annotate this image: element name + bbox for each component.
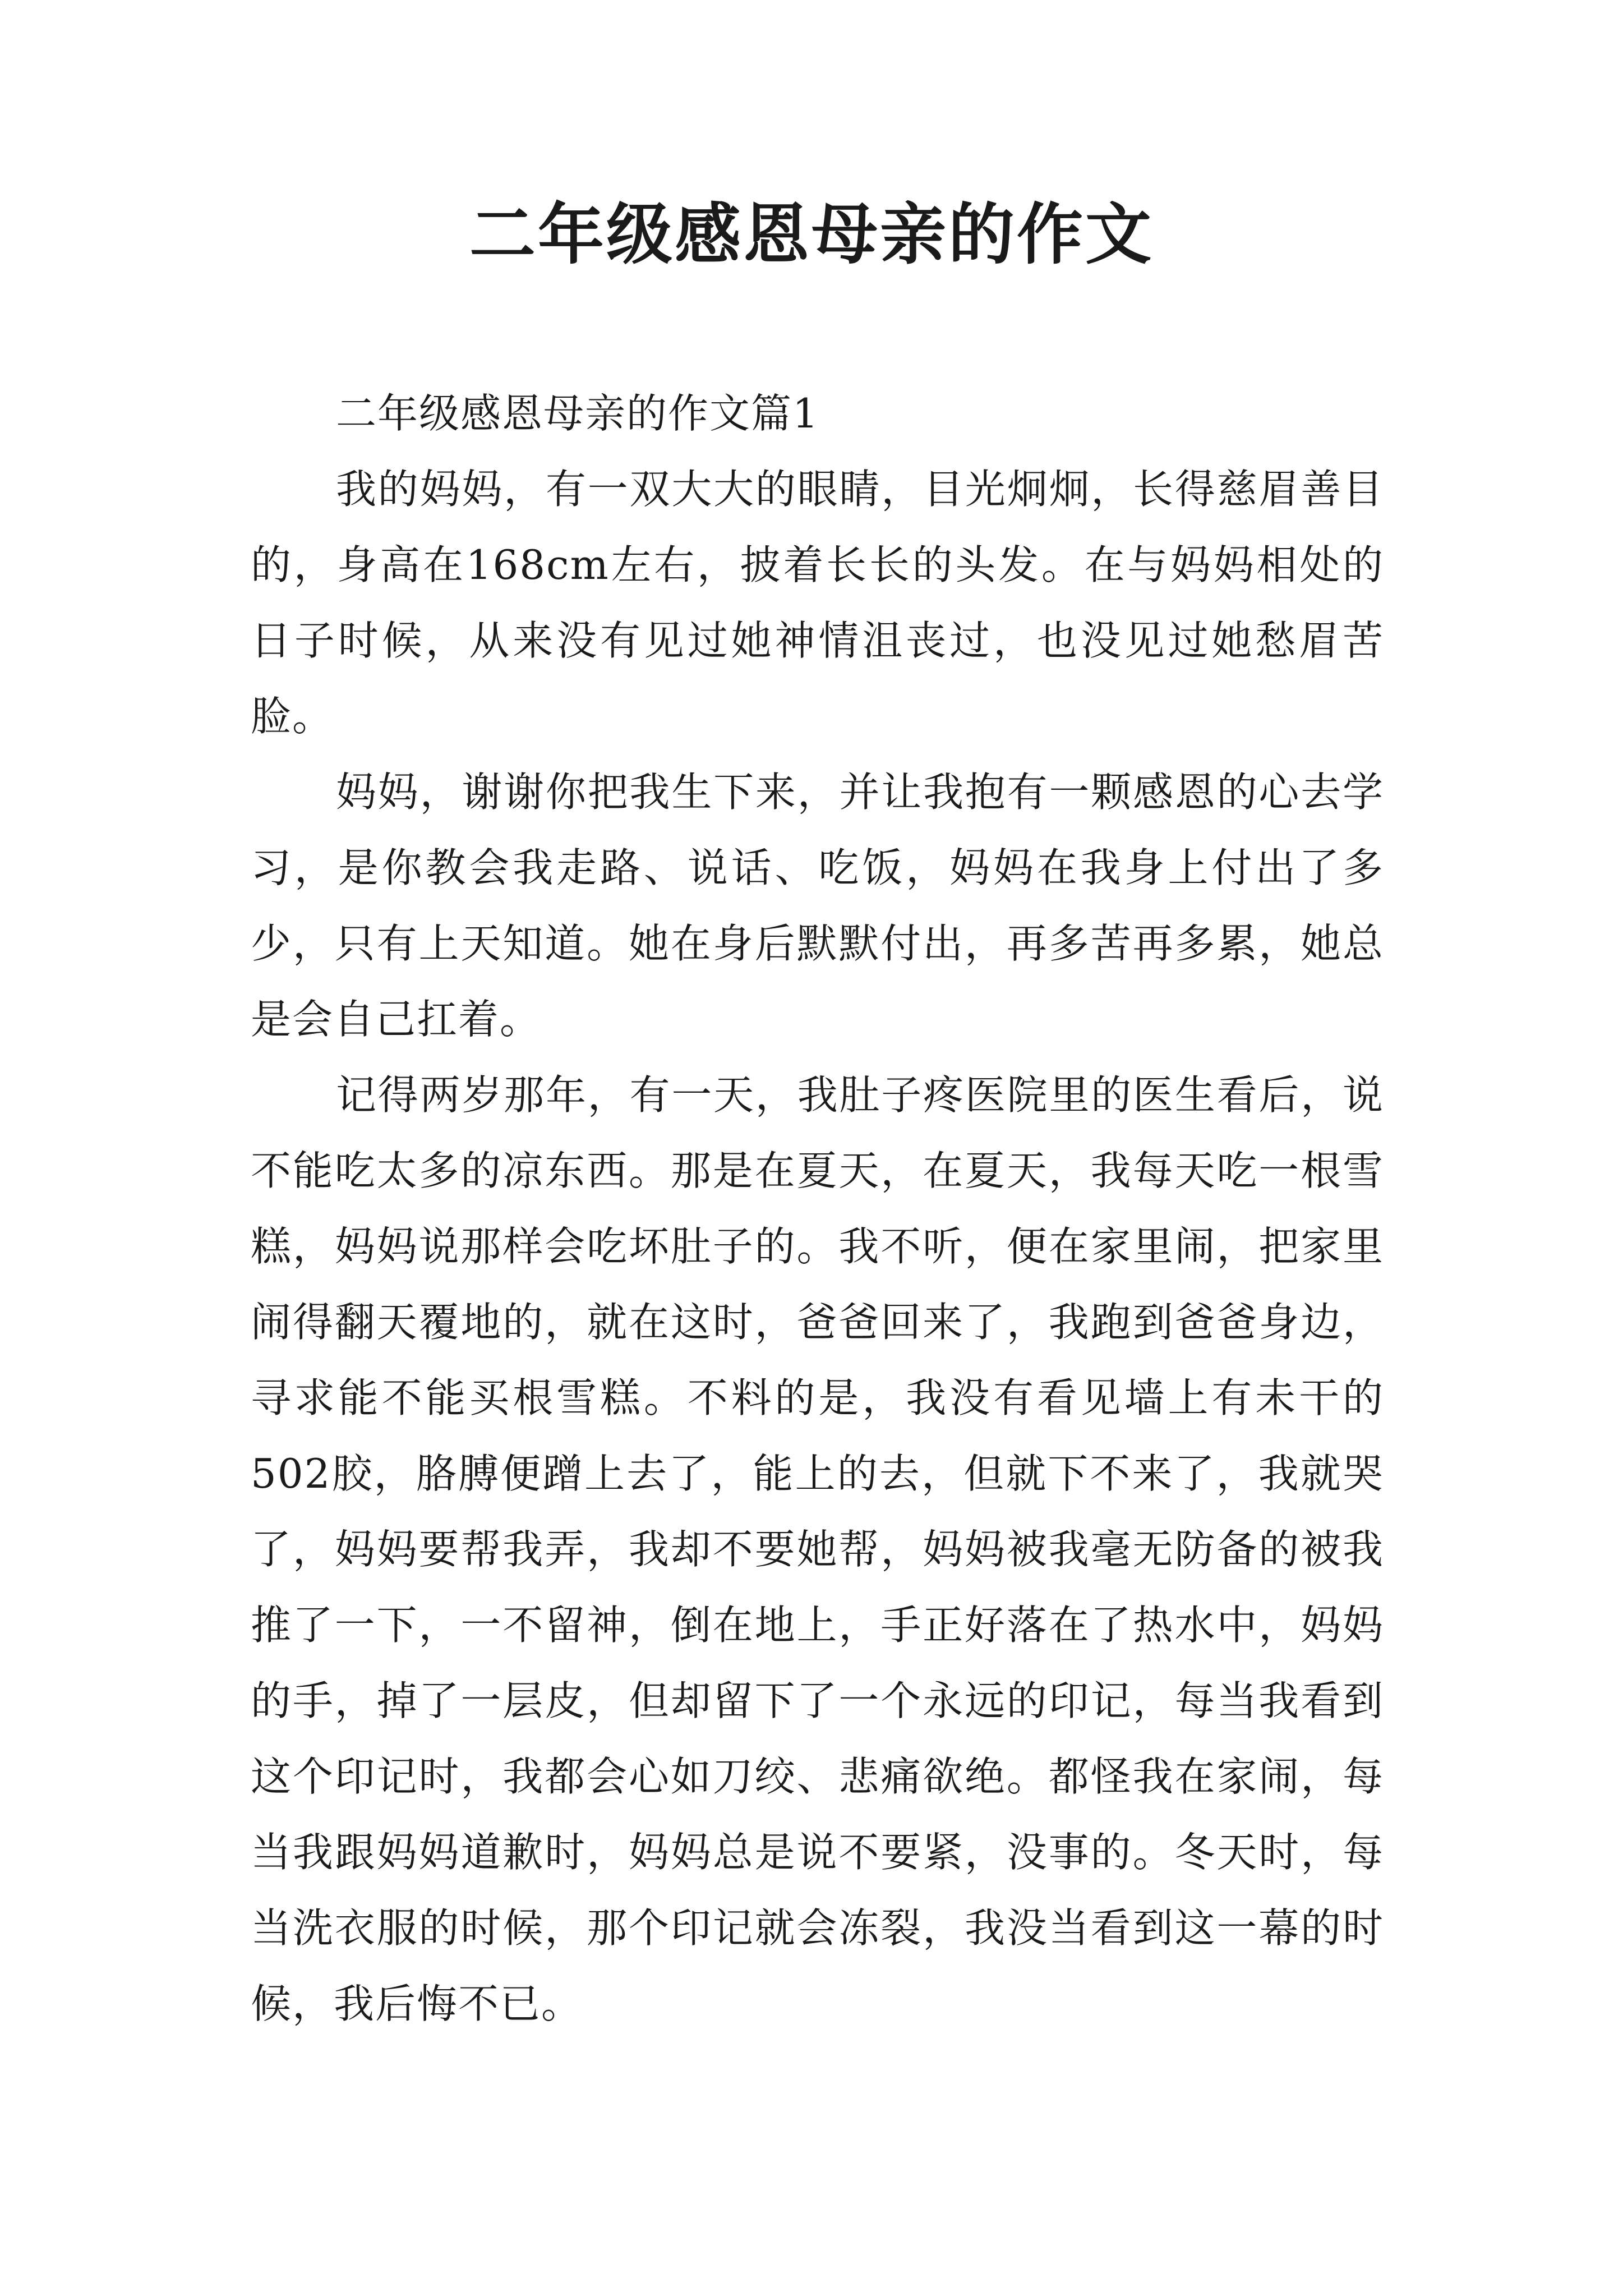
document-title: 二年级感恩母亲的作文	[469, 195, 1154, 273]
paragraph-3: 记得两岁那年，有一天，我肚子疼医院里的医生看后，说不能吃太多的凉东西。那是在夏天，在夏天，我每天吃一根雪糕，妈妈说那样会吃坏肚子的。我不听，便在家里闹，把家里闹得翻天覆地的，就在这时，爸爸回来了，我跑到爸爸身边，寻求能不能买根雪糕。不料的是，我没有看见墙上有未干的502胶，胳膊便蹭上去了，能上的去，但就下不来了，我就哭了，妈妈要帮我弄，我却不要她帮，妈妈被我毫无防备的被我推了一下，一不留神，倒在地上，手正好落在了热水中，妈妈的手，掉了一层皮，但却留下了一个永远的印记，每当我看到这个印记时，我都会心如刀绞、悲痛欲绝。都怪我在家闹，每当我跟妈妈道歉时，妈妈总是说不要紧，没事的。冬天时，每当洗衣服的时候，那个印记就会冻裂，我没当看到这一幕的时候，我后悔不已。	[251, 1071, 1384, 2027]
paragraph-1: 我的妈妈，有一双大大的眼睛，目光炯炯，长得慈眉善目的，身高在168cm左右，披着长长的头发。在与妈妈相处的日子时候，从来没有见过她神情沮丧过，也没见过她愁眉苦脸。	[251, 466, 1384, 740]
paragraph-2: 妈妈，谢谢你把我生下来，并让我抱有一颗感恩的心去学习，是你教会我走路、说话、吃饭，妈妈在我身上付出了多少，只有上天知道。她在身后默默付出，再多苦再多累，她总是会自己扛着。	[251, 769, 1384, 1043]
document-body	[251, 376, 1384, 2042]
section-heading: 二年级感恩母亲的作文篇1	[336, 390, 819, 437]
